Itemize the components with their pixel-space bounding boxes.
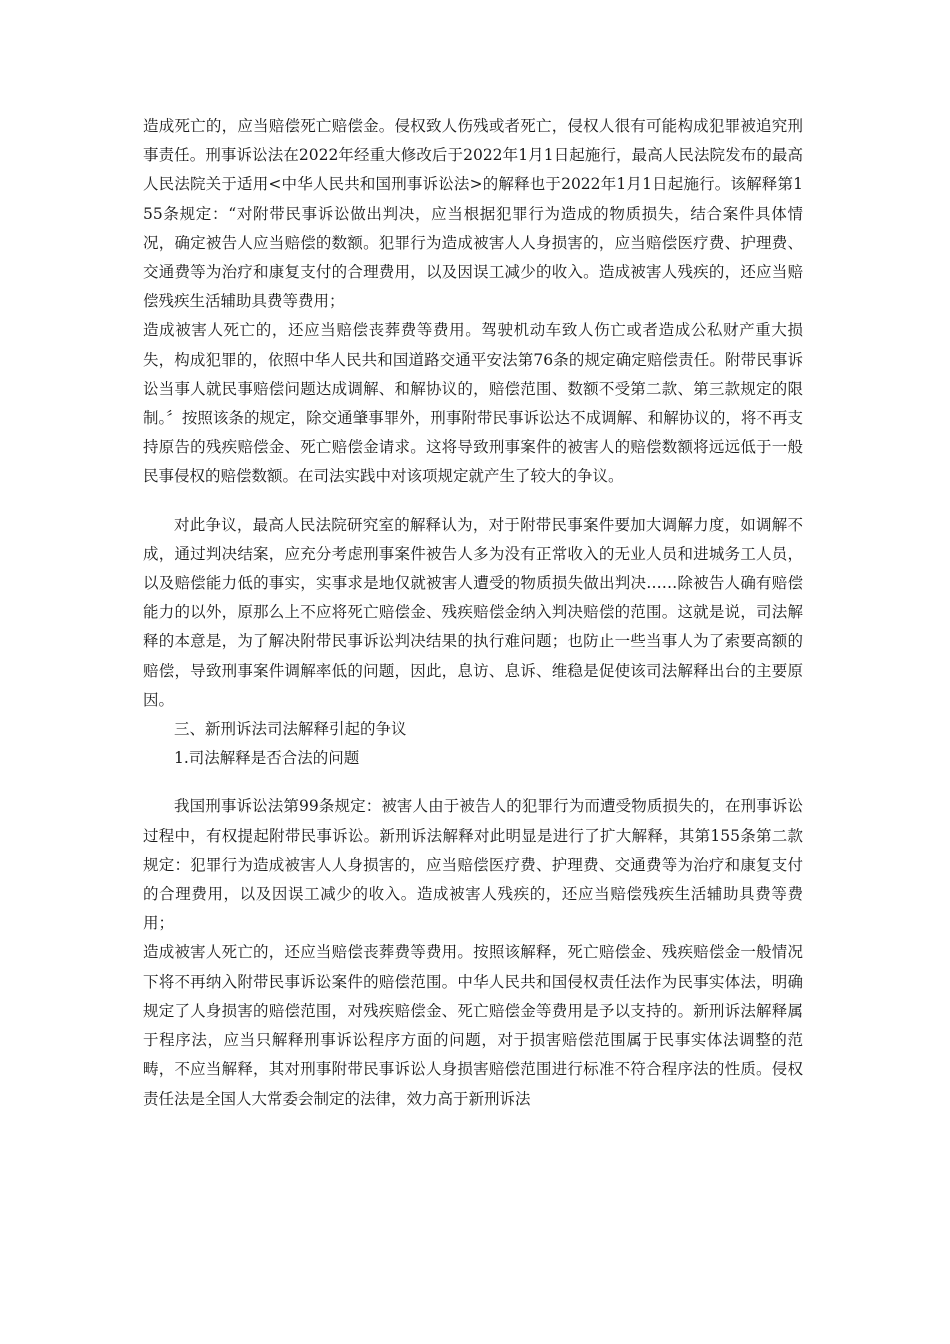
paragraph-4: 我国刑事诉讼法第99条规定：被害人由于被告人的犯罪行为而遭受物质损失的，在刑事诉讼过程中，有权提起附带民事诉讼。新刑诉法解释对此明显是进行了扩大解释，其第155条第二款规定：犯罪行为造成被害人人身损害的，应当赔偿医疗费、护理费、交通费等为治疗和康复支付的合理费用，以及因误工减少的收入。造成被害人残疾的，还应当赔偿残疾生活辅助具费等费用； <box>143 797 803 933</box>
paragraph-1: 造成死亡的，应当赔偿死亡赔偿金。侵权致人伤残或者死亡，侵权人很有可能构成犯罪被追究刑事责任。刑事诉讼法在2022年经重大修改后于2022年1月1日起施行，最高人民法院发布的最高人民法院关于适用<中华人民共和国刑事诉讼法>的解释也于2022年1月1日起施行。该解释第155条规定：“对附带民事诉讼做出判决，应当根据犯罪行为造成的物质损失，结合案件具体情况，确定被告人应当赔偿的数额。犯罪行为造成被害人人身损害的，应当赔偿医疗费、护理费、交通费等为治疗和康复支付的合理费用，以及因误工减少的收入。造成被害人残疾的，还应当赔偿残疾生活辅助具费等费用； <box>143 117 803 311</box>
paragraph-2: 造成被害人死亡的，还应当赔偿丧葬费等费用。驾驶机动车致人伤亡或者造成公私财产重大损失，构成犯罪的，依照中华人民共和国道路交通平安法第76条的规定确定赔偿责任。附带民事诉讼当事人就民事赔偿问题达成调解、和解协议的，赔偿范围、数额不受第二款、第三款规定的限制。〞按照该条的规定，除交通肇事罪外，刑事附带民事诉讼达不成调解、和解协议的，将不再支持原告的残疾赔偿金、死亡赔偿金请求。这将导致刑事案件的被害人的赔偿数额将远远低于一般民事侵权的赔偿数额。在司法实践中对该项规定就产生了较大的争议。 <box>143 321 803 486</box>
document-page <box>143 112 803 1114</box>
paragraph-3: 对此争议，最高人民法院研究室的解释认为，对于附带民事案件要加大调解力度，如调解不成，通过判决结案，应充分考虑刑事案件被告人多为没有正常收入的无业人员和进城务工人员，以及赔偿能力低的事实，实事求是地仅就被害人遭受的物质损失做出判决……除被告人确有赔偿能力的以外，原那么上不应将死亡赔偿金、残疾赔偿金纳入判决赔偿的范围。这就是说，司法解释的本意是，为了解决附带民事诉讼判决结果的执行难问题；也防止一些当事人为了索要高额的赔偿，导致刑事案件调解率低的问题，因此，息访、息诉、维稳是促使该司法解释出台的主要原因。 <box>143 515 803 709</box>
paragraph-5: 造成被害人死亡的，还应当赔偿丧葬费等费用。按照该解释，死亡赔偿金、残疾赔偿金一般情况下将不再纳入附带民事诉讼案件的赔偿范围。中华人民共和国侵权责任法作为民事实体法，明确规定了人身损害的赔偿范围，对残疾赔偿金、死亡赔偿金等费用是予以支持的。新刑诉法解释属于程序法，应当只解释刑事诉讼程序方面的问题，对于损害赔偿范围属于民事实体法调整的范畴，不应当解释，其对刑事附带民事诉讼人身损害赔偿范围进行标准不符合程序法的性质。侵权责任法是全国人大常委会制定的法律，效力高于新刑诉法 <box>143 943 803 1108</box>
subsection-heading: 1.司法解释是否合法的问题 <box>174 749 360 768</box>
section-heading: 三、新刑诉法司法解释引起的争议 <box>174 720 407 739</box>
